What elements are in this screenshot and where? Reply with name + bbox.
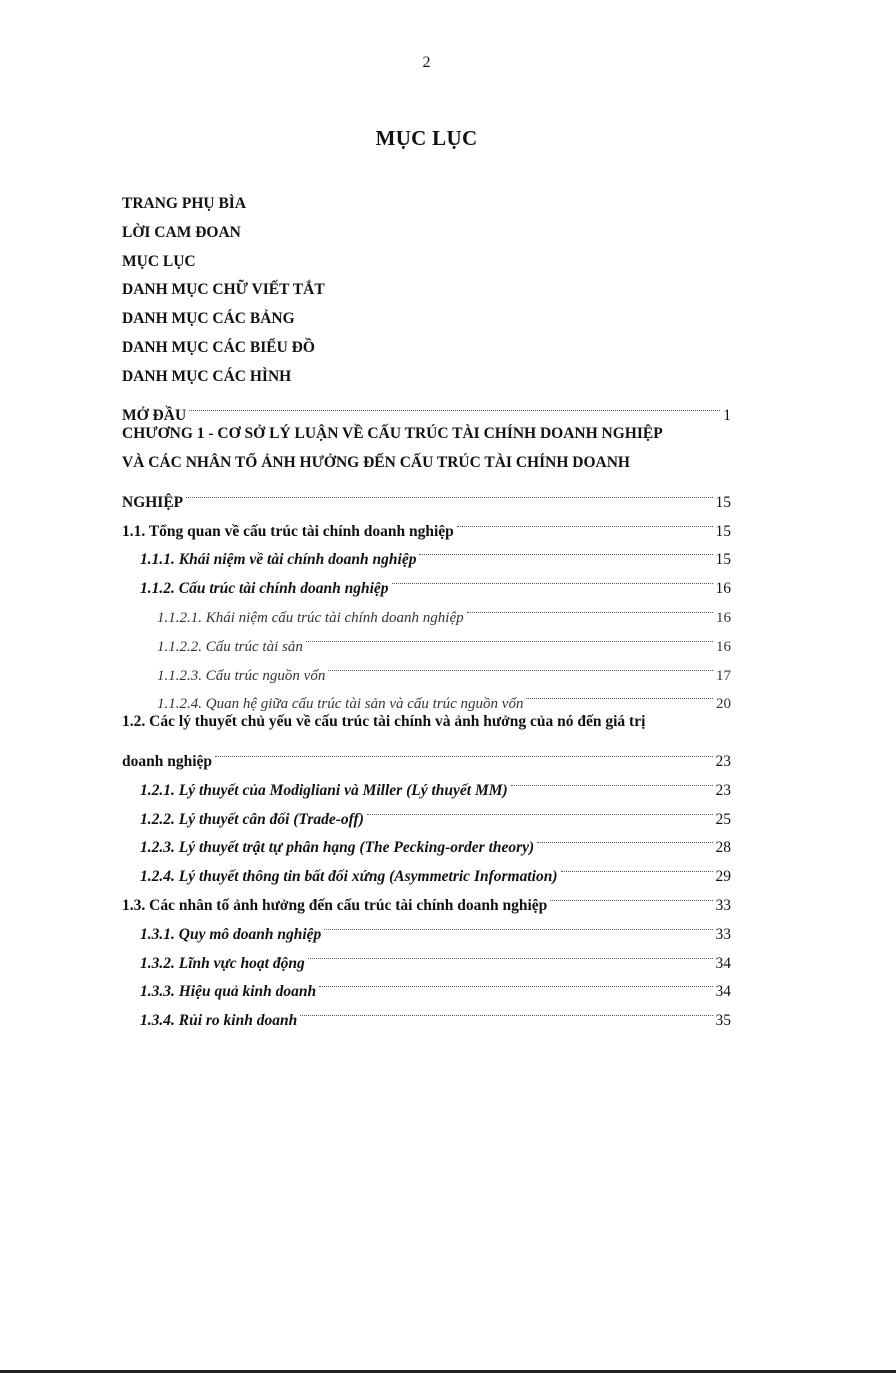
dot-leader [550,881,712,910]
toc-entry-danh-muc-cac-hinh[interactable]: DANH MỤC CÁC HÌNH [122,367,292,385]
toc-page-number: 16 [716,638,731,655]
toc-page-number: 34 [715,983,731,1001]
toc-page-number: 28 [715,839,731,857]
dot-leader [367,795,713,824]
toc-entry-1-2-line-1[interactable]: 1.2. Các lý thuyết chủ yếu về cấu trúc tài chính và ảnh hưởng của nó đến giá trị [122,713,646,731]
dot-leader [392,564,713,593]
toc-page-number: 15 [715,551,731,569]
toc-entry-text: doanh nghiệp [122,752,213,770]
toc-entry-1-3-1[interactable] [0,910,731,943]
toc-entry-muc-luc[interactable]: MỤC LỤC [122,252,196,270]
toc-entry-text: 1.2.4. Lý thuyết thông tin bất đối xứng (Asymmetric Information) [140,868,558,886]
toc-page-number: 23 [715,752,731,770]
table-of-contents [0,190,896,1030]
toc-entry-text: 1.3.1. Quy mô doanh nghiệp [140,925,322,943]
dot-leader [308,939,713,968]
toc-entry-1-1-2-4[interactable] [0,680,731,713]
toc-page-number: 20 [716,696,731,713]
toc-entry-danh-muc-cac-bang[interactable]: DANH MỤC CÁC BẢNG [122,310,295,328]
toc-entry-text: MỞ ĐẦU [122,407,187,425]
toc-page-number: 16 [715,580,731,598]
toc-entry-chapter-1-line-1[interactable]: CHƯƠNG 1 - CƠ SỞ LÝ LUẬN VỀ CẤU TRÚC TÀI CHÍNH DOANH NGHIỆP [122,425,663,443]
toc-entry-1-3-4[interactable] [0,996,731,1030]
toc-page-number: 15 [715,522,731,540]
toc-entry-1-1-2-3[interactable] [0,651,731,684]
dot-leader [306,622,713,651]
dot-leader [419,536,712,565]
toc-entry-text: 1.3.2. Lĩnh vực hoạt động [140,954,305,972]
toc-entry-text: 1.1.2.1. Khái niệm cấu trúc tài chính doanh nghiệp [157,609,464,626]
toc-entry-mo-dau[interactable] [0,392,731,425]
toc-page-number: 15 [715,493,731,511]
toc-entry-text: 1.2.3. Lý thuyết trật tự phân hạng (The Pecking-order theory) [140,839,535,857]
dot-leader [186,478,712,507]
toc-page-number: 34 [715,954,731,972]
toc-entry-text: 1.3.4. Rủi ro kinh doanh [140,1012,298,1030]
toc-entry-text: 1.1.2. Cấu trúc tài chính doanh nghiệp [140,580,389,598]
toc-entry-chapter-1-line-2[interactable]: VÀ CÁC NHÂN TỐ ẢNH HƯỞNG ĐẾN CẤU TRÚC TÀI CHÍNH DOANH [122,454,630,472]
toc-entry-text: 1.1.1. Khái niệm về tài chính doanh nghiệp [140,551,417,569]
toc-page-number: 29 [715,868,731,886]
toc-entry-trang-phu-bia[interactable]: TRANG PHỤ BÌA [122,195,247,212]
toc-page-number: 23 [715,781,731,799]
dot-leader [511,766,713,795]
dot-leader [324,910,712,939]
toc-entry-1-2-1[interactable] [0,766,731,799]
dot-leader [537,824,712,853]
dot-leader [215,737,712,766]
toc-entry-text: 1.3. Các nhân tố ảnh hưởng đến cấu trúc tài chính doanh nghiệp [122,896,548,914]
page-number: 2 [422,54,431,71]
toc-page-number: 25 [715,810,731,828]
toc-entry-text: 1.2.2. Lý thuyết cân đối (Trade-off) [140,810,364,828]
toc-entry-1-1-1[interactable] [0,536,731,569]
toc-page-number: 17 [716,667,731,684]
toc-entry-text: 1.1.2.3. Cấu trúc nguồn vốn [157,667,326,684]
toc-entry-1-1-2-1[interactable] [0,593,731,626]
dot-leader [189,392,720,421]
dot-leader [526,680,713,709]
dot-leader [328,651,713,680]
toc-page-number: 1 [723,407,731,425]
dot-leader [467,593,713,622]
toc-entry-text: 1.1.2.4. Quan hệ giữa cấu trúc tài sản và cấu trúc nguồn vốn [157,696,524,713]
toc-page-number: 16 [716,609,731,626]
toc-entry-loi-cam-doan[interactable]: LỜI CAM ĐOAN [122,223,241,241]
toc-entry-text: 1.1.2.2. Cấu trúc tài sản [157,638,303,655]
toc-entry-1-2[interactable] [0,737,731,770]
toc-entry-1-3-3[interactable] [0,968,731,1001]
dot-leader [561,852,713,881]
toc-entry-1-3[interactable] [0,881,731,914]
toc-entry-1-1[interactable] [0,507,731,540]
toc-entry-text: NGHIỆP [122,493,184,511]
dot-leader [319,968,712,997]
toc-entry-text: 1.1. Tổng quan về cấu trúc tài chính doanh nghiệp [122,522,454,540]
toc-entry-chapter-1[interactable] [0,478,731,511]
toc-entry-danh-muc-chu-viet-tat[interactable]: DANH MỤC CHỮ VIẾT TẮT [122,281,325,299]
toc-entry-1-2-2[interactable] [0,795,731,828]
toc-entry-text: 1.2.1. Lý thuyết của Modigliani và Miller (Lý thuyết MM) [140,781,508,799]
toc-entry-1-1-2[interactable] [0,564,731,598]
toc-page-number: 33 [715,925,731,943]
dot-leader [457,507,713,536]
toc-entry-1-2-3[interactable] [0,824,731,857]
toc-entry-1-3-2[interactable] [0,939,731,972]
toc-entry-1-2-4[interactable] [0,852,731,886]
dot-leader [300,996,712,1025]
toc-entry-danh-muc-cac-bieu-do[interactable]: DANH MỤC CÁC BIỂU ĐỒ [122,338,315,356]
toc-title: MỤC LỤC [375,126,478,150]
toc-page-number: 35 [715,1012,731,1030]
toc-page-number: 33 [715,896,731,914]
toc-entry-1-1-2-2[interactable] [0,622,731,655]
toc-entry-text: 1.3.3. Hiệu quả kinh doanh [140,983,317,1001]
